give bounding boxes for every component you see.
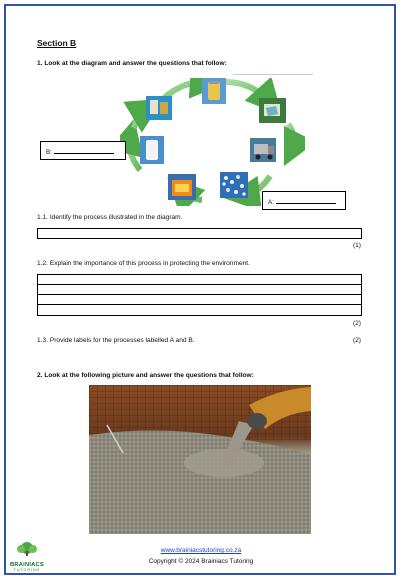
footer-copyright: Copyright © 2024 Brainiacs Tutoring [148, 558, 254, 565]
marks-1-3: (2) [352, 337, 361, 344]
tile-disposal [259, 98, 286, 123]
marks-1-1: (1) [352, 242, 361, 249]
logo-name: BRAINIACS [9, 562, 44, 568]
brainiacs-logo [8, 541, 46, 571]
answer-line [38, 305, 361, 315]
logo-tagline: TUTORING [13, 568, 41, 572]
question-2-heading: 2. Look at the following picture and answer the questions that follow: [37, 372, 254, 379]
tile-furnace [168, 174, 196, 200]
answer-box-1-2[interactable] [37, 274, 362, 316]
tile-crushed-glass [220, 172, 248, 198]
question-1-heading: 1. Look at the diagram and answer the questions that follow: [37, 60, 227, 67]
question-1-2: 1.2. Explain the importance of this process in protecting the environment. [37, 260, 250, 267]
question-1-3: 1.3. Provide labels for the processes labelled A and B. [37, 337, 195, 344]
label-b-text: B: [46, 149, 52, 156]
divider [233, 74, 313, 75]
answer-line [38, 275, 361, 285]
answer-line [38, 295, 361, 305]
marks-1-2: (2) [352, 320, 361, 327]
concrete-photo [89, 385, 311, 534]
label-box-b[interactable] [40, 141, 126, 160]
tile-jar [202, 78, 226, 104]
tree-icon [8, 541, 46, 557]
recycling-cycle-icon [120, 78, 305, 206]
answer-box-1-1[interactable] [37, 228, 362, 239]
label-a-text: A: [268, 199, 274, 206]
label-a-blank [276, 197, 336, 204]
footer-website-link[interactable]: www.brainiacstutoring.co.za [160, 547, 242, 554]
label-box-a[interactable] [262, 191, 346, 210]
tile-truck [250, 138, 276, 162]
question-1-1: 1.1. Identify the process illustrated in the diagram. [37, 214, 183, 221]
answer-line [38, 285, 361, 295]
section-title: Section B [37, 38, 77, 48]
tile-new-jar [140, 136, 164, 164]
label-b-blank [54, 147, 114, 154]
recycling-diagram [120, 78, 305, 206]
tile-bottling [146, 96, 172, 120]
concrete-pour-image [89, 385, 311, 534]
